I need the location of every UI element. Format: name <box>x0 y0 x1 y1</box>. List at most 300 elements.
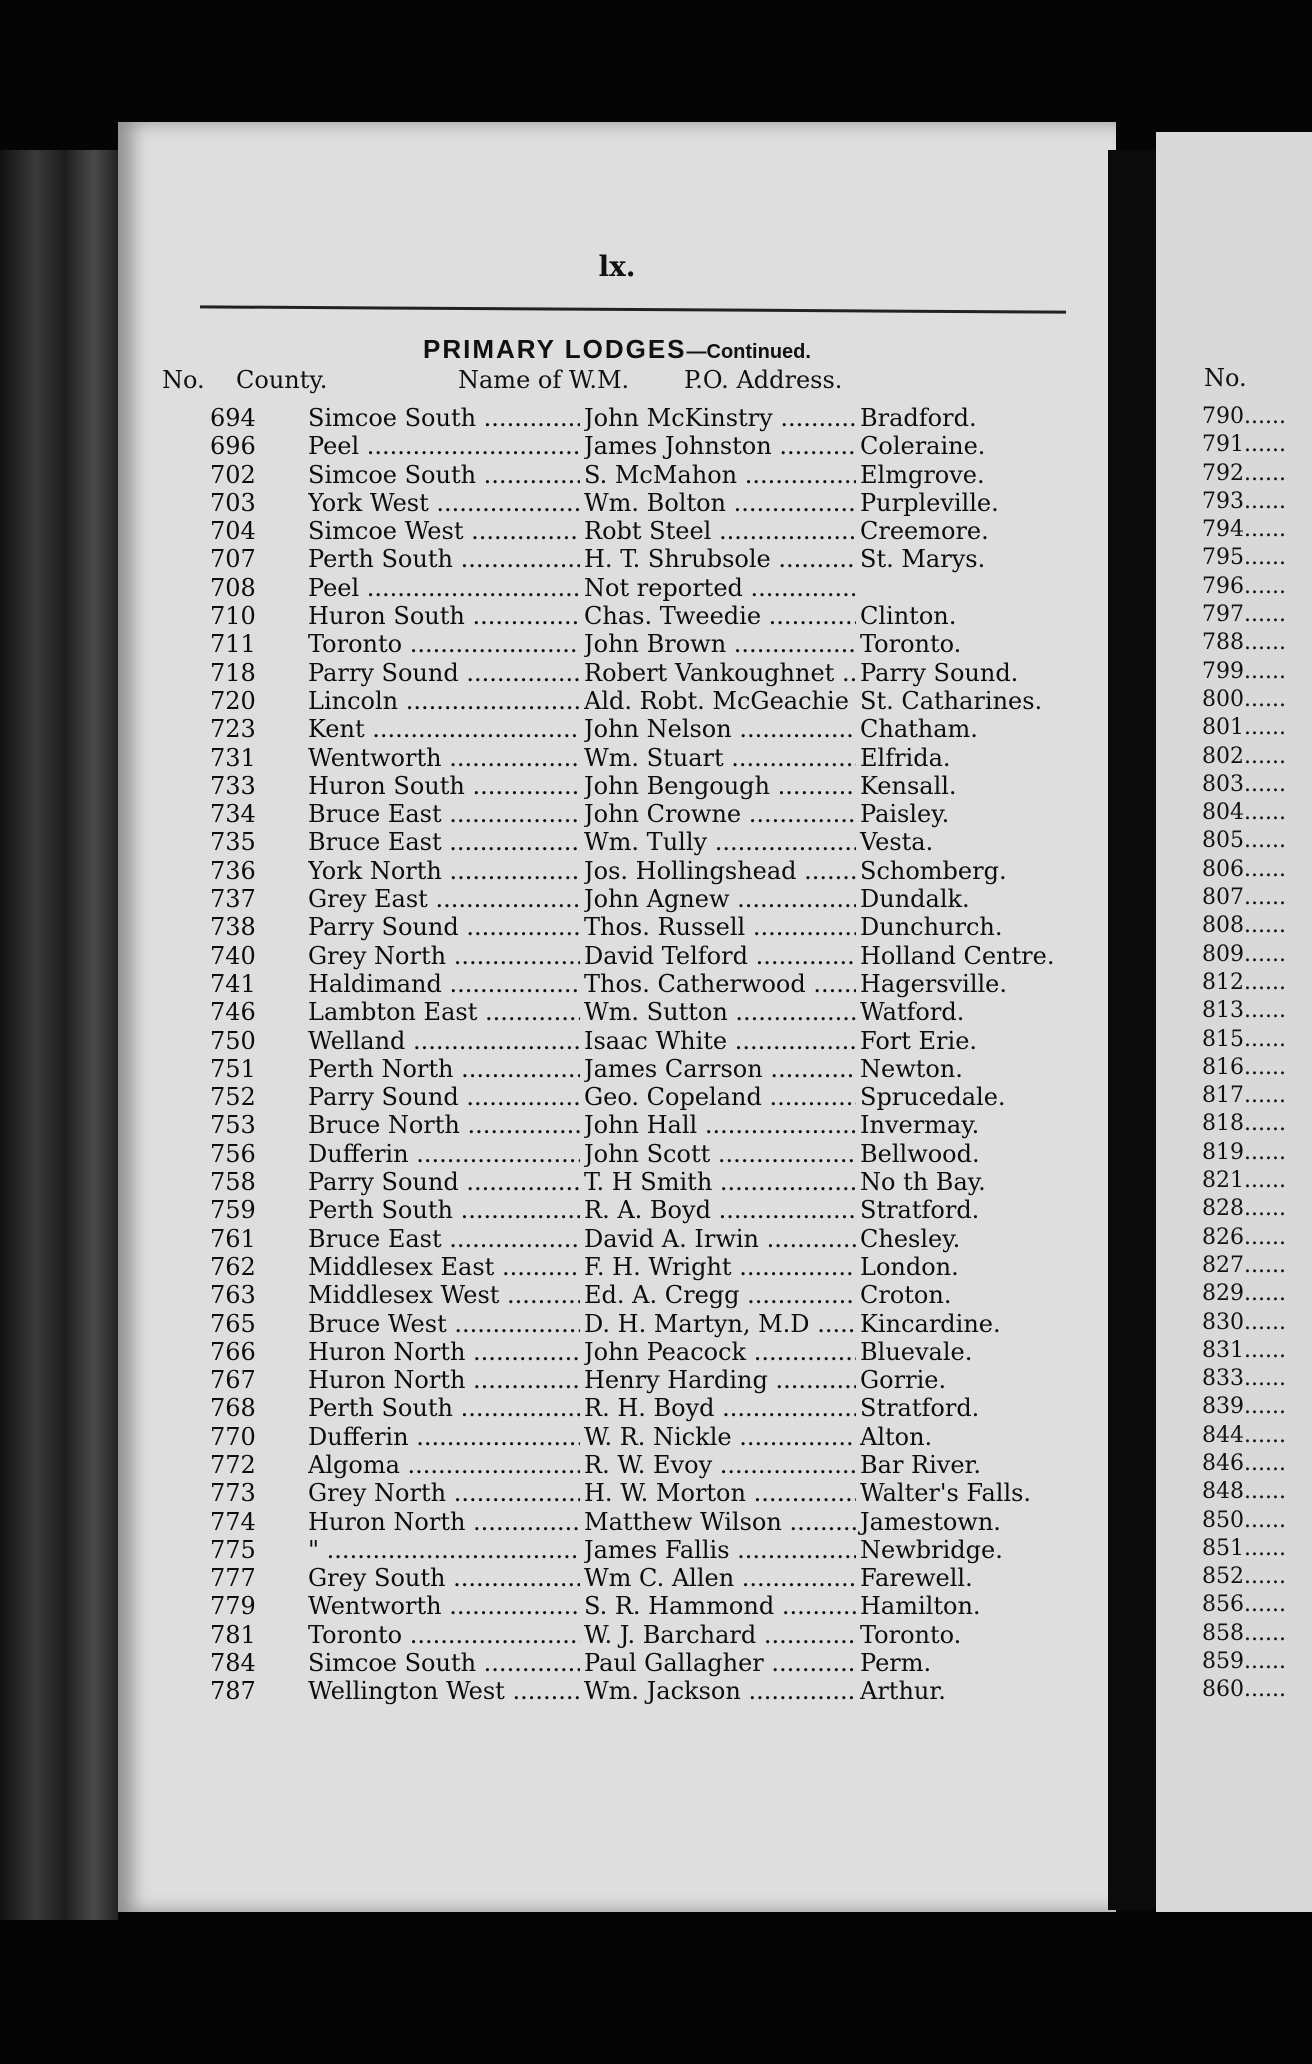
address-cell: Stratford. <box>860 1196 980 1225</box>
right-list-item <box>1156 1083 1312 1111</box>
header-rule <box>200 305 1066 313</box>
address-cell: Vesta. <box>860 828 934 857</box>
county-cell: Grey North ..... <box>308 942 580 970</box>
lodge-number: 703 <box>210 488 256 517</box>
lodge-number: 731 <box>210 743 256 772</box>
right-lodge-number: 859 ...... <box>1202 1649 1286 1674</box>
book-spine <box>0 150 118 1920</box>
right-list-item <box>1156 1338 1312 1366</box>
address-cell: Creemore. <box>860 517 989 546</box>
wm-name-cell: John Agnew ..... <box>584 885 856 913</box>
right-list-item <box>1156 432 1312 460</box>
county-cell: Perth South ..... <box>308 1394 580 1422</box>
lodge-number: 741 <box>210 969 256 998</box>
address-cell: Holland Centre. <box>860 941 1055 970</box>
table-row <box>118 1394 1116 1422</box>
address-cell: Croton. <box>860 1281 952 1310</box>
right-lodge-number: 812 ...... <box>1202 970 1286 995</box>
wm-name-cell: Wm. Stuart ..... <box>584 744 856 772</box>
lodge-number: 750 <box>210 1026 256 1055</box>
lodge-number: 765 <box>210 1309 256 1338</box>
right-lodge-number: 805 ...... <box>1202 828 1286 853</box>
county-cell: Huron North ..... <box>308 1366 580 1394</box>
wm-name-cell: S. R. Hammond ..... <box>584 1592 856 1620</box>
wm-name-cell: David A. Irwin ..... <box>584 1225 856 1253</box>
wm-name-cell: John Peacock ..... <box>584 1338 856 1366</box>
table-row <box>118 1536 1116 1564</box>
table-row <box>118 630 1116 658</box>
county-cell: Toronto ..... <box>308 630 580 658</box>
wm-name-cell: Thos. Catherwood ..... <box>584 970 856 998</box>
county-cell: Wentworth ..... <box>308 744 580 772</box>
table-row <box>118 1310 1116 1338</box>
address-cell: Dundalk. <box>860 885 970 914</box>
right-lodge-number: 827 ...... <box>1202 1253 1286 1278</box>
county-cell: Huron North ..... <box>308 1508 580 1536</box>
lodge-number: 751 <box>210 1054 256 1083</box>
right-lodge-number: 830 ...... <box>1202 1310 1286 1335</box>
wm-name-cell: Robert Vankoughnet ..... <box>584 659 856 687</box>
right-list-item <box>1156 659 1312 687</box>
col-head-no: No. <box>162 366 205 394</box>
county-cell: Bruce East ..... <box>308 828 580 856</box>
right-lodge-number: 795 ...... <box>1202 545 1286 570</box>
lodge-number: 756 <box>210 1139 256 1168</box>
right-lodge-number: 826 ...... <box>1202 1225 1286 1250</box>
col-head-wm: Name of W.M. <box>458 366 630 394</box>
county-cell: Middlesex East ..... <box>308 1253 580 1281</box>
wm-name-cell: Not reported ..... <box>584 574 856 602</box>
wm-name-cell: Wm C. Allen ..... <box>584 1564 856 1592</box>
table-row <box>118 687 1116 715</box>
lodge-number: 767 <box>210 1366 256 1395</box>
lodge-number: 759 <box>210 1196 256 1225</box>
table-row <box>118 489 1116 517</box>
address-cell: Alton. <box>860 1422 933 1451</box>
lodge-number: 711 <box>210 630 256 659</box>
right-lodge-number: 819 ...... <box>1202 1140 1286 1165</box>
county-cell: York West ..... <box>308 489 580 517</box>
county-cell: " ..... <box>308 1536 580 1564</box>
right-lodge-number: 804 ...... <box>1202 800 1286 825</box>
county-cell: Lincoln ..... <box>308 687 580 715</box>
lodge-number: 710 <box>210 602 256 631</box>
county-cell: Welland ..... <box>308 1027 580 1055</box>
county-cell: Huron South ..... <box>308 602 580 630</box>
lodge-number: 773 <box>210 1479 256 1508</box>
left-page <box>118 122 1116 1912</box>
county-cell: Parry Sound ..... <box>308 659 580 687</box>
address-cell: Farewell. <box>860 1564 973 1593</box>
wm-name-cell: D. H. Martyn, M.D ..... <box>584 1310 856 1338</box>
right-lodge-number: 848 ...... <box>1202 1479 1286 1504</box>
right-list-item <box>1156 574 1312 602</box>
table-row <box>118 828 1116 856</box>
table-row <box>118 602 1116 630</box>
lodge-number: 734 <box>210 800 256 829</box>
address-cell: Bellwood. <box>860 1139 980 1168</box>
right-list-item <box>1156 489 1312 517</box>
address-cell: Jamestown. <box>860 1507 1001 1536</box>
table-row <box>118 1055 1116 1083</box>
lodge-number: 707 <box>210 545 256 574</box>
table-row <box>118 1451 1116 1479</box>
wm-name-cell: James Johnston ..... <box>584 432 856 460</box>
page-number: lx. <box>598 250 636 283</box>
table-row <box>118 1508 1116 1536</box>
right-list-item <box>1156 1168 1312 1196</box>
county-cell: Parry Sound ..... <box>308 913 580 941</box>
lodge-number: 694 <box>210 404 256 432</box>
address-cell: Bradford. <box>860 404 977 432</box>
county-cell: Dufferin ..... <box>308 1140 580 1168</box>
right-list-item <box>1156 1225 1312 1253</box>
right-lodge-number: 829 ...... <box>1202 1281 1286 1306</box>
right-list-item <box>1156 1649 1312 1677</box>
right-list-item <box>1156 1196 1312 1224</box>
wm-name-cell: Paul Gallagher ..... <box>584 1649 856 1677</box>
right-lodge-number: 791 ...... <box>1202 432 1286 457</box>
address-cell: Kensall. <box>860 771 957 800</box>
lodge-number: 723 <box>210 715 256 744</box>
wm-name-cell: R. A. Boyd ..... <box>584 1196 856 1224</box>
county-cell: Perth South ..... <box>308 545 580 573</box>
right-list-item <box>1156 1310 1312 1338</box>
address-cell: Newton. <box>860 1054 963 1083</box>
address-cell: St. Catharines. <box>860 686 1043 715</box>
address-cell: Elmgrove. <box>860 460 985 489</box>
table-row <box>118 659 1116 687</box>
page-gutter <box>1108 150 1158 1910</box>
county-cell: Simcoe West ..... <box>308 517 580 545</box>
address-cell: Watford. <box>860 998 965 1027</box>
address-cell: Sprucedale. <box>860 1083 1006 1112</box>
right-list-item <box>1156 1055 1312 1083</box>
right-lodge-number: 788 ...... <box>1202 630 1286 655</box>
lodge-number: 696 <box>210 432 256 461</box>
right-number-list <box>1156 404 1312 1706</box>
lodge-number: 733 <box>210 771 256 800</box>
table-row <box>118 942 1116 970</box>
county-cell: Simcoe South ..... <box>308 461 580 489</box>
address-cell: Hamilton. <box>860 1592 981 1621</box>
county-cell: Algoma ..... <box>308 1451 580 1479</box>
right-lodge-number: 792 ...... <box>1202 461 1286 486</box>
right-page-edge <box>1156 132 1312 1912</box>
wm-name-cell: James Fallis ..... <box>584 1536 856 1564</box>
table-row <box>118 772 1116 800</box>
address-cell: Paisley. <box>860 800 950 829</box>
right-list-item <box>1156 687 1312 715</box>
address-cell: Fort Erie. <box>860 1026 978 1055</box>
table-row <box>118 432 1116 460</box>
county-cell: Parry Sound ..... <box>308 1083 580 1111</box>
right-lodge-number: 839 ...... <box>1202 1394 1286 1419</box>
right-list-item <box>1156 602 1312 630</box>
address-cell: Kincardine. <box>860 1309 1001 1338</box>
right-list-item <box>1156 970 1312 998</box>
right-lodge-number: 801 ...... <box>1202 715 1286 740</box>
wm-name-cell: John Scott ..... <box>584 1140 856 1168</box>
lodge-number: 766 <box>210 1337 256 1366</box>
county-cell: Grey South ..... <box>308 1564 580 1592</box>
wm-name-cell: Geo. Copeland ..... <box>584 1083 856 1111</box>
wm-name-cell: Henry Harding ..... <box>584 1366 856 1394</box>
table-row <box>118 913 1116 941</box>
right-list-item <box>1156 630 1312 658</box>
wm-name-cell: H. T. Shrubsole ..... <box>584 545 856 573</box>
wm-name-cell: H. W. Morton ..... <box>584 1479 856 1507</box>
wm-name-cell: John McKinstry ..... <box>584 404 856 432</box>
lodge-number: 779 <box>210 1592 256 1621</box>
lodge-number: 752 <box>210 1083 256 1112</box>
right-list-item <box>1156 1281 1312 1309</box>
address-cell: Bluevale. <box>860 1337 973 1366</box>
county-cell: Middlesex West ..... <box>308 1281 580 1309</box>
right-lodge-number: 809 ...... <box>1202 942 1286 967</box>
lodge-number: 735 <box>210 828 256 857</box>
table-row <box>118 461 1116 489</box>
lodge-number: 753 <box>210 1111 256 1140</box>
right-lodge-number: 802 ...... <box>1202 744 1286 769</box>
right-list-item <box>1156 1621 1312 1649</box>
table-row <box>118 1621 1116 1649</box>
right-list-item <box>1156 1479 1312 1507</box>
wm-name-cell: Ald. Robt. McGeachie ..... <box>584 687 856 715</box>
right-list-item <box>1156 517 1312 545</box>
right-list-item <box>1156 461 1312 489</box>
address-cell: Schomberg. <box>860 856 1007 885</box>
wm-name-cell: Matthew Wilson ..... <box>584 1508 856 1536</box>
right-list-item <box>1156 942 1312 970</box>
right-lodge-number: 821 ...... <box>1202 1168 1286 1193</box>
right-lodge-number: 844 ...... <box>1202 1423 1286 1448</box>
right-list-item <box>1156 1140 1312 1168</box>
lodge-number: 704 <box>210 517 256 546</box>
table-row <box>118 1140 1116 1168</box>
right-lodge-number: 858 ...... <box>1202 1621 1286 1646</box>
wm-name-cell: S. McMahon ..... <box>584 461 856 489</box>
table-row <box>118 545 1116 573</box>
table-row <box>118 1479 1116 1507</box>
address-cell: Chesley. <box>860 1224 961 1253</box>
county-cell: Peel ..... <box>308 574 580 602</box>
table-row <box>118 1366 1116 1394</box>
county-cell: Perth South ..... <box>308 1196 580 1224</box>
county-cell: Parry Sound ..... <box>308 1168 580 1196</box>
table-row <box>118 404 1116 432</box>
right-list-item <box>1156 1564 1312 1592</box>
wm-name-cell: Wm. Jackson ..... <box>584 1677 856 1705</box>
right-list-item <box>1156 1111 1312 1139</box>
table-row <box>118 998 1116 1026</box>
wm-name-cell: Isaac White ..... <box>584 1027 856 1055</box>
table-row <box>118 1083 1116 1111</box>
wm-name-cell: R. W. Evoy ..... <box>584 1451 856 1479</box>
table-row <box>118 885 1116 913</box>
wm-name-cell: Wm. Bolton ..... <box>584 489 856 517</box>
county-cell: Peel ..... <box>308 432 580 460</box>
right-lodge-number: 807 ...... <box>1202 885 1286 910</box>
right-list-item <box>1156 545 1312 573</box>
lodge-number: 774 <box>210 1507 256 1536</box>
county-cell: Toronto ..... <box>308 1621 580 1649</box>
right-list-item <box>1156 1253 1312 1281</box>
lodge-number: 770 <box>210 1422 256 1451</box>
table-row <box>118 1423 1116 1451</box>
wm-name-cell: Ed. A. Cregg ..... <box>584 1281 856 1309</box>
lodge-number: 718 <box>210 658 256 687</box>
right-list-item <box>1156 800 1312 828</box>
right-lodge-number: 860 ...... <box>1202 1677 1286 1702</box>
table-row <box>118 857 1116 885</box>
right-list-item <box>1156 404 1312 432</box>
right-list-item <box>1156 913 1312 941</box>
county-cell: Wellington West ..... <box>308 1677 580 1705</box>
right-list-item <box>1156 1536 1312 1564</box>
address-cell: St. Marys. <box>860 545 986 574</box>
right-list-item <box>1156 1451 1312 1479</box>
right-lodge-number: 803 ...... <box>1202 772 1286 797</box>
col-head-county: County. <box>236 366 328 394</box>
table-row <box>118 1677 1116 1705</box>
lodge-number: 708 <box>210 573 256 602</box>
right-lodge-number: 856 ...... <box>1202 1592 1286 1617</box>
address-cell: Invermay. <box>860 1111 980 1140</box>
address-cell: Chatham. <box>860 715 978 744</box>
county-cell: Simcoe South ..... <box>308 1649 580 1677</box>
right-list-item <box>1156 998 1312 1026</box>
wm-name-cell: F. H. Wright ..... <box>584 1253 856 1281</box>
lodge-number: 738 <box>210 913 256 942</box>
wm-name-cell: John Brown ..... <box>584 630 856 658</box>
lodge-number: 781 <box>210 1620 256 1649</box>
table-row <box>118 1281 1116 1309</box>
county-cell: Huron South ..... <box>308 772 580 800</box>
right-list-item <box>1156 1027 1312 1055</box>
right-list-item <box>1156 885 1312 913</box>
wm-name-cell: W. J. Barchard ..... <box>584 1621 856 1649</box>
table-row <box>118 715 1116 743</box>
right-list-item <box>1156 715 1312 743</box>
wm-name-cell: James Carrson ..... <box>584 1055 856 1083</box>
wm-name-cell: Chas. Tweedie ..... <box>584 602 856 630</box>
county-cell: Bruce East ..... <box>308 1225 580 1253</box>
county-cell: Huron North ..... <box>308 1338 580 1366</box>
address-cell: Clinton. <box>860 602 957 631</box>
table-row <box>118 1111 1116 1139</box>
county-cell: Dufferin ..... <box>308 1423 580 1451</box>
address-cell: Coleraine. <box>860 432 986 461</box>
right-lodge-number: 799 ...... <box>1202 659 1286 684</box>
address-cell: Newbridge. <box>860 1535 1003 1564</box>
wm-name-cell: Wm. Tully ..... <box>584 828 856 856</box>
lodge-number: 702 <box>210 460 256 489</box>
address-cell: Perm. <box>860 1649 932 1678</box>
table-row <box>118 1564 1116 1592</box>
lodge-number: 746 <box>210 998 256 1027</box>
county-cell: Perth North ..... <box>308 1055 580 1083</box>
address-cell: Dunchurch. <box>860 913 1003 942</box>
right-lodge-number: 850 ...... <box>1202 1508 1286 1533</box>
wm-name-cell: W. R. Nickle ..... <box>584 1423 856 1451</box>
lodge-number: 720 <box>210 686 256 715</box>
wm-name-cell: Jos. Hollingshead ..... <box>584 857 856 885</box>
table-row <box>118 1253 1116 1281</box>
right-lodge-number: 796 ...... <box>1202 574 1286 599</box>
right-lodge-number: 790 ...... <box>1202 404 1286 429</box>
right-list-item <box>1156 744 1312 772</box>
lodge-number: 787 <box>210 1677 256 1706</box>
right-list-item <box>1156 1366 1312 1394</box>
right-col-head-no: No. <box>1204 364 1247 392</box>
county-cell: Bruce West ..... <box>308 1310 580 1338</box>
address-cell: Gorrie. <box>860 1366 947 1395</box>
table-row <box>118 1592 1116 1620</box>
county-cell: Simcoe South ..... <box>308 404 580 432</box>
county-cell: Kent ..... <box>308 715 580 743</box>
wm-name-cell: John Hall ..... <box>584 1111 856 1139</box>
table-row <box>118 744 1116 772</box>
right-lodge-number: 852 ...... <box>1202 1564 1286 1589</box>
right-lodge-number: 818 ...... <box>1202 1111 1286 1136</box>
right-lodge-number: 831 ...... <box>1202 1338 1286 1363</box>
wm-name-cell: T. H Smith ..... <box>584 1168 856 1196</box>
right-lodge-number: 794 ...... <box>1202 517 1286 542</box>
wm-name-cell: Robt Steel ..... <box>584 517 856 545</box>
col-head-address: P.O. Address. <box>684 366 843 394</box>
lodge-number: 772 <box>210 1450 256 1479</box>
wm-name-cell: Wm. Sutton ..... <box>584 998 856 1026</box>
address-cell: Elfrida. <box>860 743 951 772</box>
right-lodge-number: 813 ...... <box>1202 998 1286 1023</box>
right-lodge-number: 833 ...... <box>1202 1366 1286 1391</box>
table-row <box>118 517 1116 545</box>
address-cell: Toronto. <box>860 1620 962 1649</box>
right-list-item <box>1156 828 1312 856</box>
lodge-number: 784 <box>210 1649 256 1678</box>
wm-name-cell: David Telford ..... <box>584 942 856 970</box>
right-list-item <box>1156 857 1312 885</box>
address-cell: Arthur. <box>860 1677 946 1706</box>
address-cell: Parry Sound. <box>860 658 1019 687</box>
table-row <box>118 1649 1116 1677</box>
lodge-number: 775 <box>210 1535 256 1564</box>
right-lodge-number: 815 ...... <box>1202 1027 1286 1052</box>
lodge-number: 740 <box>210 941 256 970</box>
right-lodge-number: 793 ...... <box>1202 489 1286 514</box>
right-lodge-number: 806 ...... <box>1202 857 1286 882</box>
county-cell: Grey North ..... <box>308 1479 580 1507</box>
lodge-number: 768 <box>210 1394 256 1423</box>
county-cell: Haldimand ..... <box>308 970 580 998</box>
table-row <box>118 574 1116 602</box>
right-lodge-number: 808 ...... <box>1202 913 1286 938</box>
lodge-number: 761 <box>210 1224 256 1253</box>
lodge-number: 737 <box>210 885 256 914</box>
right-lodge-number: 817 ...... <box>1202 1083 1286 1108</box>
county-cell: Bruce East ..... <box>308 800 580 828</box>
right-lodge-number: 828 ...... <box>1202 1196 1286 1221</box>
wm-name-cell: Thos. Russell ..... <box>584 913 856 941</box>
right-lodge-number: 816 ...... <box>1202 1055 1286 1080</box>
county-cell: York North ..... <box>308 857 580 885</box>
address-cell: Hagersville. <box>860 969 1008 998</box>
heading-title: PRIMARY LODGES <box>423 334 687 364</box>
right-list-item <box>1156 1423 1312 1451</box>
table-row <box>118 970 1116 998</box>
table-row <box>118 1196 1116 1224</box>
